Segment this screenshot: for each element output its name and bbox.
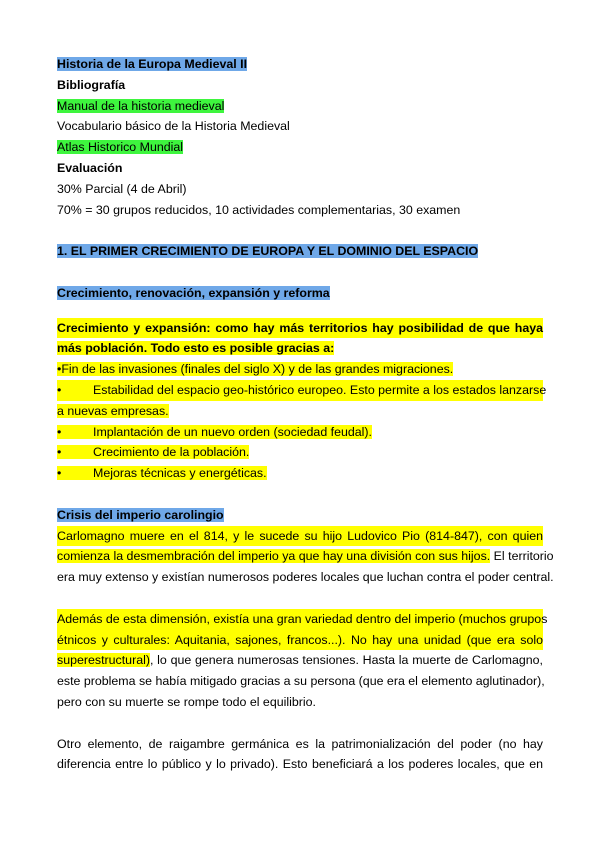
- paragraph-line: étnicos y culturales: Aquitania, sajones, francos...). No hay una unidad (que era solo: [57, 630, 543, 651]
- paragraph-patrimonializacion: [57, 734, 543, 776]
- paragraph-line: Otro elemento, de raigambre germánica es la patrimonialización del poder (no hay: [57, 736, 543, 751]
- bib-item-vocabulario: Vocabulario básico de la Historia Medieval: [57, 119, 290, 134]
- document-title: Historia de la Europa Medieval II: [57, 57, 248, 71]
- intro-paragraph: [57, 318, 543, 360]
- bullet-text: Crecimiento de la población.: [93, 445, 250, 460]
- bullet-list: [57, 359, 547, 484]
- paragraph-line: Carlomagno muere en el 814, y le sucede su hijo Ludovico Pio (814-847), con quien: [57, 526, 543, 547]
- paragraph-line: pero con su muerte se rompe todo el equilibrio.: [57, 694, 316, 709]
- paragraph-line-rest: El territorio: [490, 549, 554, 564]
- subsection-heading-crecimiento: Crecimiento, renovación, expansión y reforma: [57, 285, 330, 300]
- intro-line-2: más población. Todo esto es posible gracias a:: [57, 341, 335, 356]
- eval-line-grupos: 70% = 30 grupos reducidos, 10 actividades complementarias, 30 examen: [57, 202, 461, 217]
- intro-line-1: Crecimiento y expansión: como hay más territorios hay posibilidad de que haya: [57, 318, 543, 339]
- paragraph-diversidad: [57, 609, 548, 713]
- bullet-marker: •: [57, 445, 62, 460]
- evaluacion-heading: Evaluación: [57, 160, 123, 175]
- bullet-marker: •: [57, 382, 62, 397]
- paragraph-carlomagno: [57, 526, 554, 588]
- bib-item-atlas: Atlas Historico Mundial: [57, 140, 184, 155]
- section-heading-1: 1. EL PRIMER CRECIMIENTO DE EUROPA Y EL DOMINIO DEL ESPACIO: [57, 244, 479, 259]
- paragraph-line: Además de esta dimensión, existía una gran variedad dentro del imperio (muchos grupos: [57, 609, 543, 630]
- bullet-text: Implantación de un nuevo orden (sociedad feudal).: [93, 424, 372, 439]
- paragraph-line-rest: , lo que genera numerosas tensiones. Hasta la muerte de Carlomagno,: [149, 653, 543, 668]
- subsection-heading-carolingio: Crisis del imperio carolingio: [57, 507, 224, 522]
- paragraph-line: este problema se había mitigado gracias a su persona (que era el elemento aglutinador),: [57, 674, 545, 689]
- bibliografia-heading: Bibliografía: [57, 77, 126, 92]
- paragraph-line: diferencia entre lo público y lo privado). Esto beneficiará a los poderes locales, que en: [57, 757, 543, 772]
- paragraph-line-highlight: superestructural): [57, 653, 150, 668]
- list-item: [57, 425, 372, 439]
- eval-line-parcial: 30% Parcial (4 de Abril): [57, 181, 187, 196]
- list-item: [57, 380, 547, 401]
- document-body: [57, 54, 554, 775]
- bullet-marker: •: [57, 424, 62, 439]
- bullet-text: Fin de las invasiones (finales del siglo X) y de las grandes migraciones.: [61, 362, 454, 377]
- bullet-text: Mejoras técnicas y energéticas.: [93, 466, 267, 481]
- paragraph-line-highlight: comienza la desmembración del imperio ya que hay una división con sus hijos.: [57, 549, 491, 564]
- list-item: [57, 466, 267, 480]
- bullet-text-continuation: a nuevas empresas.: [57, 403, 169, 418]
- bib-item-manual: Manual de la historia medieval: [57, 98, 225, 113]
- bullet-text: Estabilidad del espacio geo-histórico europeo. Esto permite a los estados lanzarse: [93, 382, 547, 397]
- bullet-marker: •: [57, 466, 62, 481]
- list-item: [57, 445, 249, 459]
- paragraph-line: era muy extenso y existían numerosos poderes locales que luchan contra el poder central.: [57, 570, 554, 585]
- bullet-marker: •: [57, 362, 62, 377]
- list-item: [57, 362, 453, 376]
